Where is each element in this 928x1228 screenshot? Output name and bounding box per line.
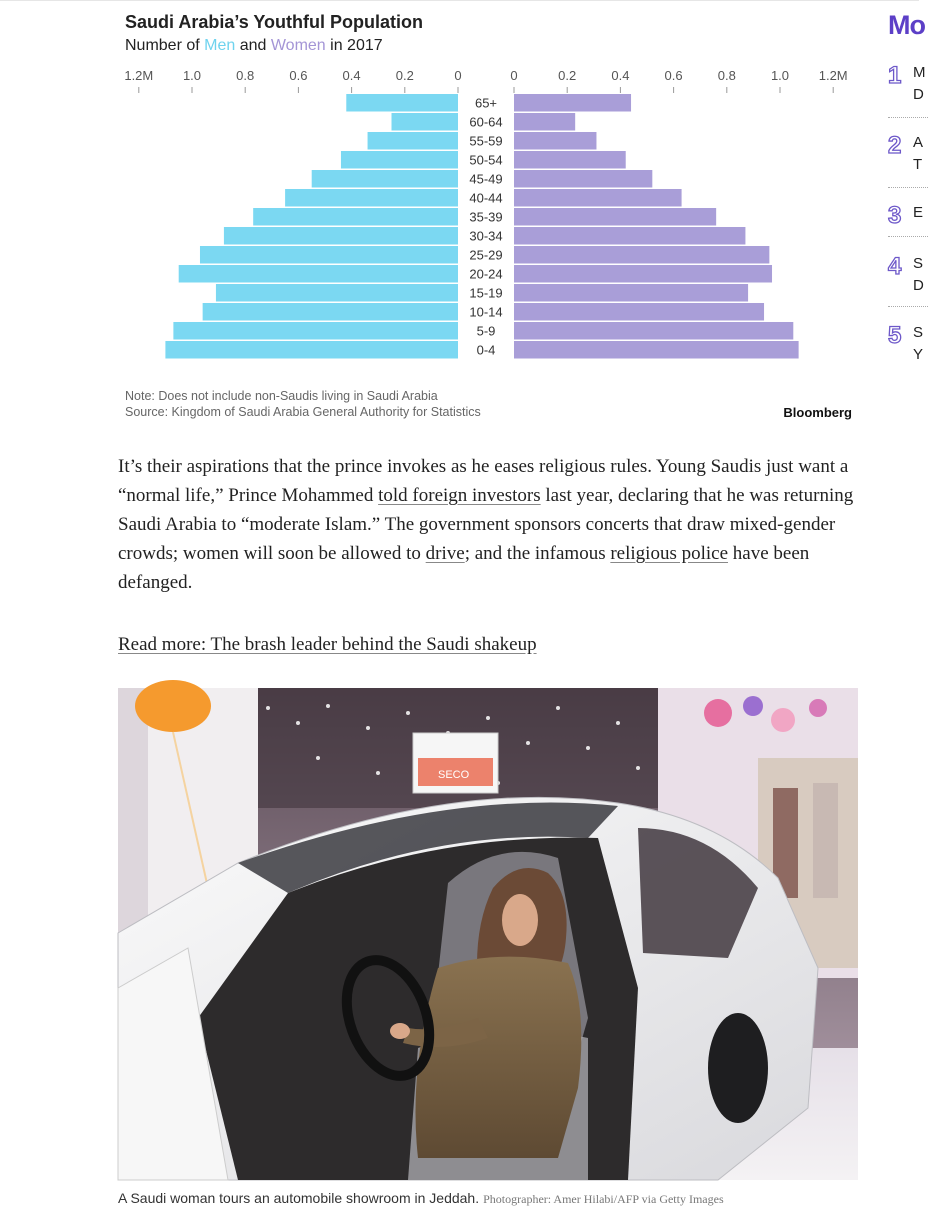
bar-women (514, 322, 793, 340)
tick-label: 1.2M (124, 68, 154, 83)
tick-label: 0.2 (395, 68, 414, 83)
chart-source: Source: Kingdom of Saudi Arabia General Authority for Statistics (125, 405, 481, 419)
bar-men (179, 265, 458, 283)
tick-label: 0.4 (342, 68, 361, 83)
bar-women (514, 189, 682, 207)
article-photo (118, 688, 858, 1180)
tick-label: 0 (510, 68, 518, 83)
population-pyramid-chart (118, 0, 858, 430)
sidebar-divider (888, 236, 928, 237)
bar-women (514, 113, 575, 131)
bar-women (514, 265, 772, 283)
headline-snippet: M D (913, 64, 926, 103)
rank-number: 1 (888, 62, 902, 89)
bar-men (253, 208, 458, 226)
tick-label: 0.4 (611, 68, 630, 83)
bar-women (514, 284, 748, 302)
headline-snippet: A T (913, 134, 924, 173)
bar-men (216, 284, 458, 302)
bar-women (514, 151, 626, 169)
bar-women (514, 132, 596, 150)
bar-men (165, 341, 458, 359)
article-body (118, 452, 863, 597)
tick-label: 0.8 (236, 68, 255, 83)
axis-ticks (124, 68, 847, 93)
bar-men (173, 322, 458, 340)
article-paragraph: It’s their aspirations that the prince invokes as he eases religious rules. Young Saudis just want a “normal life,” Prince Mohammed told foreign investors last year, declaring that he was returning Saudi Arabia to “moderate Islam.” The government sponsors concerts that draw mixed-gender crowds; women will soon be allowed to drive; and the infamous religious police have been defanged. (118, 456, 854, 593)
age-group-label: 45-49 (469, 171, 503, 187)
legend-women: Women (270, 37, 326, 54)
age-group-label: 55-59 (469, 133, 503, 149)
drive-link[interactable]: drive (425, 543, 465, 564)
headline-snippet: E (913, 204, 924, 221)
photo-credit: Photographer: Amer Hilabi/AFP via Getty Images (483, 1192, 724, 1206)
bar-men (200, 246, 458, 264)
tick-label: 0 (454, 68, 462, 83)
rank-number: 4 (888, 253, 902, 280)
bar-women (514, 208, 716, 226)
bar-women (514, 94, 631, 112)
photo-caption (118, 1189, 878, 1208)
sidebar-title: Mo (888, 10, 925, 40)
age-group-label: 0-4 (476, 342, 496, 358)
age-group-label: 50-54 (469, 152, 503, 168)
bar-men (285, 189, 458, 207)
category-labels (469, 96, 502, 358)
caption-text: A Saudi woman tours an automobile showroom in Jeddah. (118, 1190, 480, 1206)
age-group-label: 10-14 (469, 304, 503, 320)
age-group-label: 25-29 (469, 247, 503, 263)
bar-men (312, 170, 458, 188)
chart-title: Saudi Arabia’s Youthful Population (125, 12, 424, 32)
chart-note: Note: Does not include non-Saudis living in Saudi Arabia (125, 389, 438, 403)
bar-women (514, 246, 769, 264)
told-foreign-investors-link[interactable]: told foreign investors (378, 485, 541, 506)
showroom-sign-text: SECO (438, 769, 470, 781)
age-group-label: 65+ (474, 95, 498, 111)
bar-women (514, 341, 799, 359)
bar-women (514, 303, 764, 321)
bar-men (341, 151, 458, 169)
age-group-label: 30-34 (469, 228, 503, 244)
tick-label: 1.0 (182, 68, 202, 83)
tick-label: 1.2M (818, 68, 848, 83)
age-group-label: 15-19 (469, 285, 503, 301)
age-group-label: 20-24 (469, 266, 503, 282)
bar-women (514, 170, 652, 188)
headline-snippet: S D (913, 255, 924, 294)
bar-men (368, 132, 458, 150)
tick-label: 0.6 (289, 68, 308, 83)
rank-number: 2 (888, 132, 902, 159)
age-group-label: 40-44 (469, 190, 503, 206)
bloomberg-logo: Bloomberg (783, 405, 852, 420)
tick-label: 1.0 (770, 68, 790, 83)
bar-women (514, 227, 745, 245)
most-read-sidebar (886, 0, 926, 400)
read-more-link[interactable]: Read more: The brash leader behind the Saudi shakeup (118, 634, 537, 655)
tick-label: 0.2 (558, 68, 577, 83)
bar-men (392, 113, 459, 131)
sidebar-divider (888, 306, 928, 307)
rank-number: 5 (888, 322, 902, 349)
bar-men (203, 303, 458, 321)
rank-number: 3 (888, 202, 902, 229)
read-more (118, 630, 537, 659)
age-group-label: 60-64 (469, 114, 503, 130)
age-group-label: 35-39 (469, 209, 503, 225)
sidebar-divider (888, 187, 928, 188)
chart-subtitle: Number of Men and Women in 2017 (125, 37, 383, 54)
age-group-label: 5-9 (476, 323, 496, 339)
headline-snippet: S Y (913, 324, 924, 363)
religious-police-link[interactable]: religious police (610, 543, 729, 564)
bar-men (224, 227, 458, 245)
tick-label: 0.8 (717, 68, 736, 83)
bar-men (346, 94, 458, 112)
sidebar-divider (888, 117, 928, 118)
legend-men: Men (204, 37, 236, 54)
tick-label: 0.6 (664, 68, 683, 83)
